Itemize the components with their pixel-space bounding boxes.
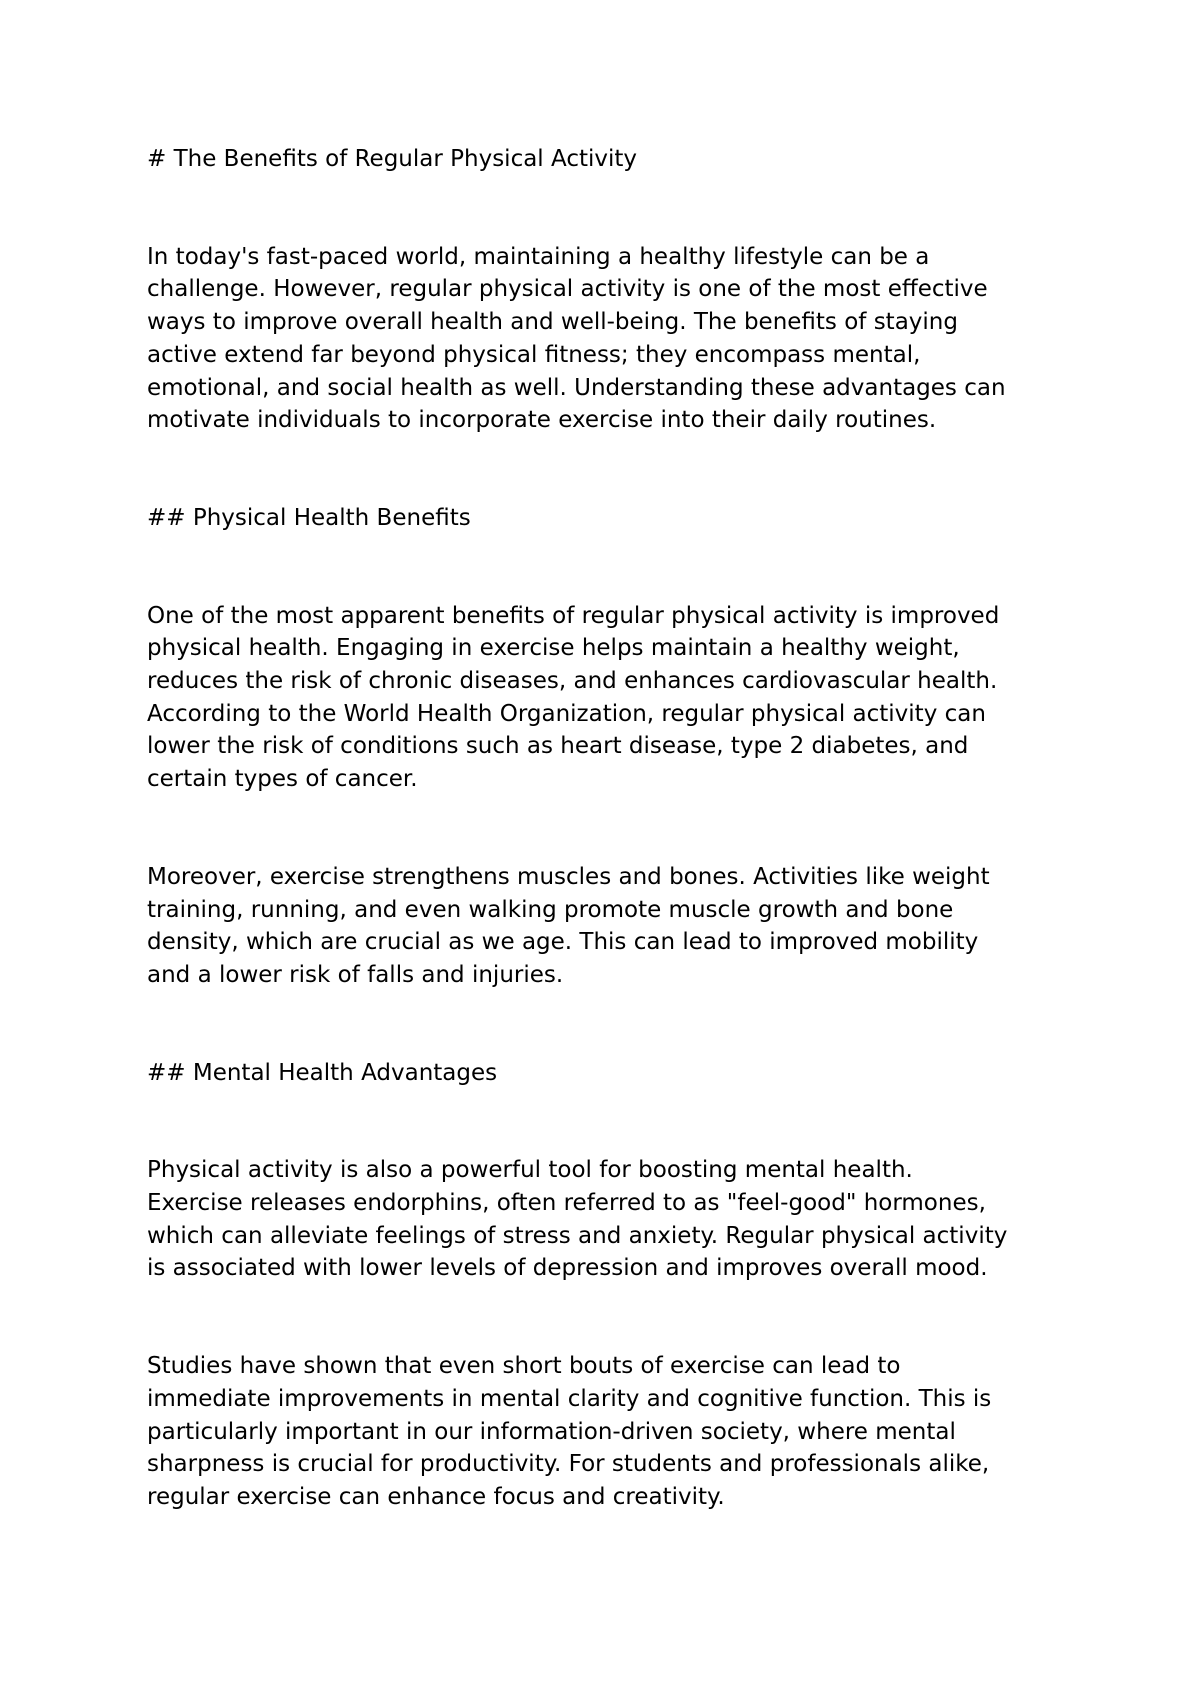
section-heading-mental-health: ## Mental Health Advantages (147, 1059, 498, 1086)
document-body (147, 143, 1087, 1579)
intro-paragraph: In today's fast-paced world, maintaining a healthy lifestyle can be a challenge. However, regular physical activity is one of the most effective ways to improve overall health and well-being. The benefits of staying active extend far beyond physical fitness; they encompass mental, emotional, and social health as well. Understanding these advantages can motivate individuals to incorporate exercise into their daily routines. (147, 243, 1006, 434)
mental-health-paragraph-1: Physical activity is also a powerful tool for boosting mental health. Exercise releases endorphins, often referred to as "feel-good" hormones, which can alleviate feelings of stress and anxiety. Regular physical activity is associated with lower levels of depression and improves overall mood. (147, 1157, 1008, 1282)
document-title: # The Benefits of Regular Physical Activity (147, 146, 638, 172)
physical-health-paragraph-2: Moreover, exercise strengthens muscles and bones. Activities like weight training, running, and even walking promote muscle growth and bone density, which are crucial as we age. This can lead to improved mobility and a lower risk of falls and injuries. (147, 863, 990, 988)
mental-health-paragraph-2: Studies have shown that even short bouts of exercise can lead to immediate improvements in mental clarity and cognitive function. This is particularly important in our information-driven society, where mental sharpness is crucial for productivity. For students and professionals alike, regular exercise can enhance focus and creativity. (147, 1353, 992, 1510)
physical-health-paragraph-1: One of the most apparent benefits of regular physical activity is improved physical health. Engaging in exercise helps maintain a healthy weight, reduces the risk of chronic diseases, and enhances cardiovascular health. According to the World Health Organization, regular physical activity can lower the risk of conditions such as heart disease, type 2 diabetes, and certain types of cancer. (147, 602, 1000, 793)
section-heading-physical-health: ## Physical Health Benefits (147, 504, 471, 531)
